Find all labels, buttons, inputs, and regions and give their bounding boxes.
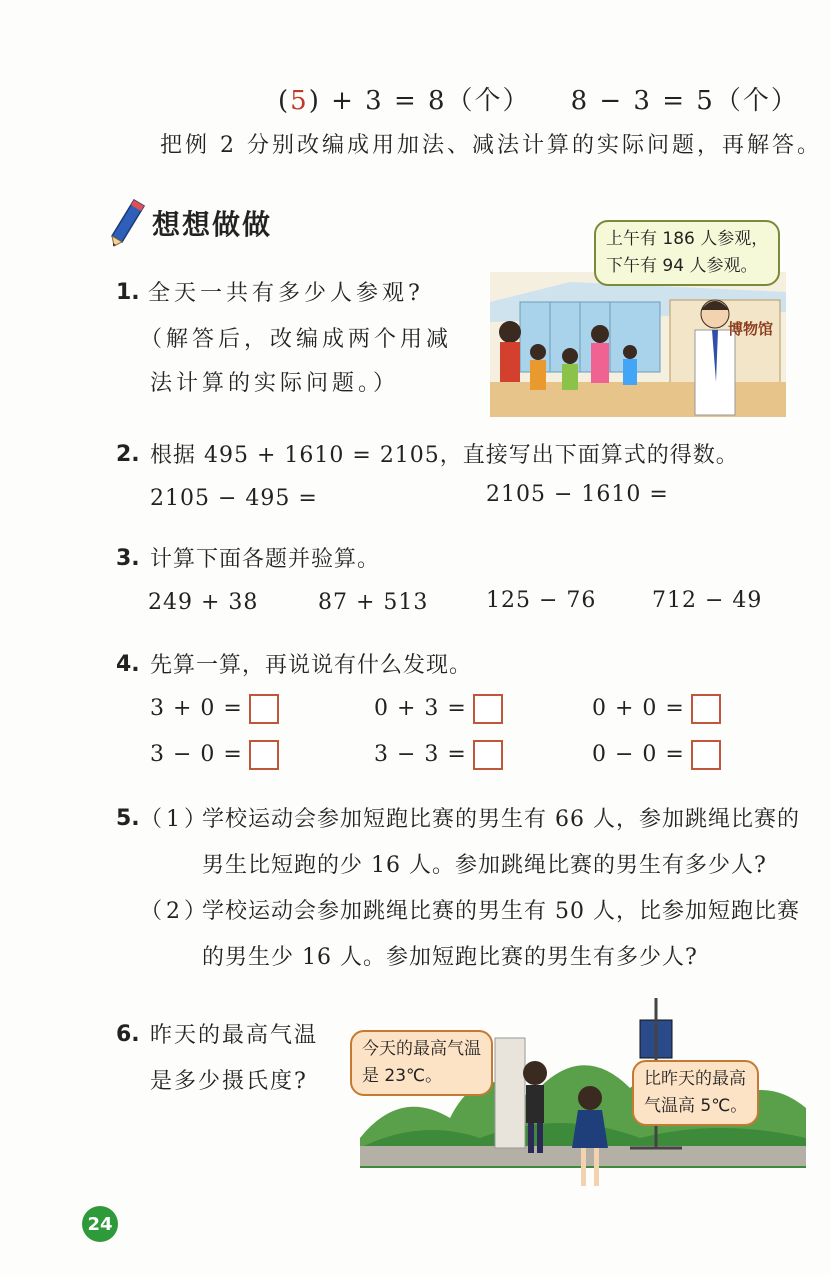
answer-box[interactable] [473,694,503,724]
q5-part2-line2: 的男生少 16 人。参加短跑比赛的男生有多少人? [202,945,698,970]
q5-part2-label: （2） [140,899,210,924]
q4-expr-text: 3 + 0 = [150,696,243,721]
q3-number: 3. [116,546,140,571]
q6-number: 6. [116,1022,140,1047]
answer-box[interactable] [473,740,503,770]
q2-expr-2: 2105 − 1610 = [486,482,669,507]
q4-row2-item3 [592,740,721,770]
q6-bubble1-line2: 是 23℃。 [362,1066,443,1086]
q4-text: 先算一算，再说说有什么发现。 [150,653,473,678]
page-number: 24 [82,1206,118,1242]
answer-box[interactable] [691,694,721,724]
pencil-icon [108,198,148,248]
q5-part2-line1: 学校运动会参加跳绳比赛的男生有 50 人，比参加短跑比赛 [202,899,800,924]
q5-part1-line2: 男生比短跑的少 16 人。参加跳绳比赛的男生有多少人? [202,853,767,878]
q4-number: 4. [116,652,140,677]
museum-sign: 博物馆 [728,320,774,338]
q5-part1-line1: 学校运动会参加短跑比赛的男生有 66 人，参加跳绳比赛的 [202,807,800,832]
q4-expr-text: 0 − 0 = [592,742,685,767]
q4-expr-text: 3 − 3 = [374,742,467,767]
q6-bubble-compare [632,1060,759,1126]
q4-row1-item2 [374,694,503,724]
q6-bubble1-line1: 今天的最高气温 [362,1039,481,1059]
q1-text: 全天一共有多少人参观? [148,281,424,306]
intro-text: 把例 2 分别改编成用加法、减法计算的实际问题，再解答。 [160,133,822,158]
museum-scene [490,272,786,417]
q5-number: 5. [116,806,140,831]
answer-value: 5 [290,86,309,116]
q6-bubble-today [350,1030,493,1096]
q2-text: 根据 495 + 1610 = 2105，直接写出下面算式的得数。 [150,443,739,468]
q3-text: 计算下面各题并验算。 [150,547,381,572]
q6-bubble2-line1: 比昨天的最高 [644,1069,746,1089]
answer-box[interactable] [691,740,721,770]
q1-speech-bubble [594,220,780,286]
q4-row2-item1 [150,740,279,770]
answer-box[interactable] [249,740,279,770]
q1-bubble-line1: 上午有 186 人参观， [606,229,769,249]
q4-expr-text: 3 − 0 = [150,742,243,767]
q4-row1-item1 [150,694,279,724]
q2-number: 2. [116,442,140,467]
q4-row1-item3 [592,694,721,724]
q1-number: 1. [116,280,140,305]
section-header [108,198,272,248]
q3-expr-4: 712 − 49 [652,588,763,613]
q1-bubble-line2: 下午有 94 人参观。 [606,256,758,276]
q3-expr-1: 249 + 38 [148,590,259,615]
q1-note-line2: 法计算的实际问题。） [150,371,400,396]
museum-illustration [490,272,786,417]
paren-open: ( [278,86,291,116]
q4-expr-text: 0 + 3 = [374,696,467,721]
q6-line1: 昨天的最高气温 [150,1023,319,1048]
q1-note-line1: （解答后，改编成两个用减 [140,327,453,352]
q4-expr-text: 0 + 0 = [592,696,685,721]
q2-expr-1: 2105 − 495 = [150,486,318,511]
q3-expr-2: 87 + 513 [318,590,429,615]
q4-row2-item2 [374,740,503,770]
section-title: 想想做做 [152,208,273,241]
q3-expr-3: 125 − 76 [486,588,597,613]
answer-box[interactable] [249,694,279,724]
subtraction-equation: 8 − 3 = 5（个） [570,86,799,116]
q5-part1-label: （1） [140,807,210,832]
example-equation [278,80,799,117]
q6-bubble2-line2: 气温高 5℃。 [644,1096,748,1116]
addition-equation: ) + 3 = 8（个） [308,86,531,116]
q6-line2: 是多少摄氏度? [150,1069,308,1094]
